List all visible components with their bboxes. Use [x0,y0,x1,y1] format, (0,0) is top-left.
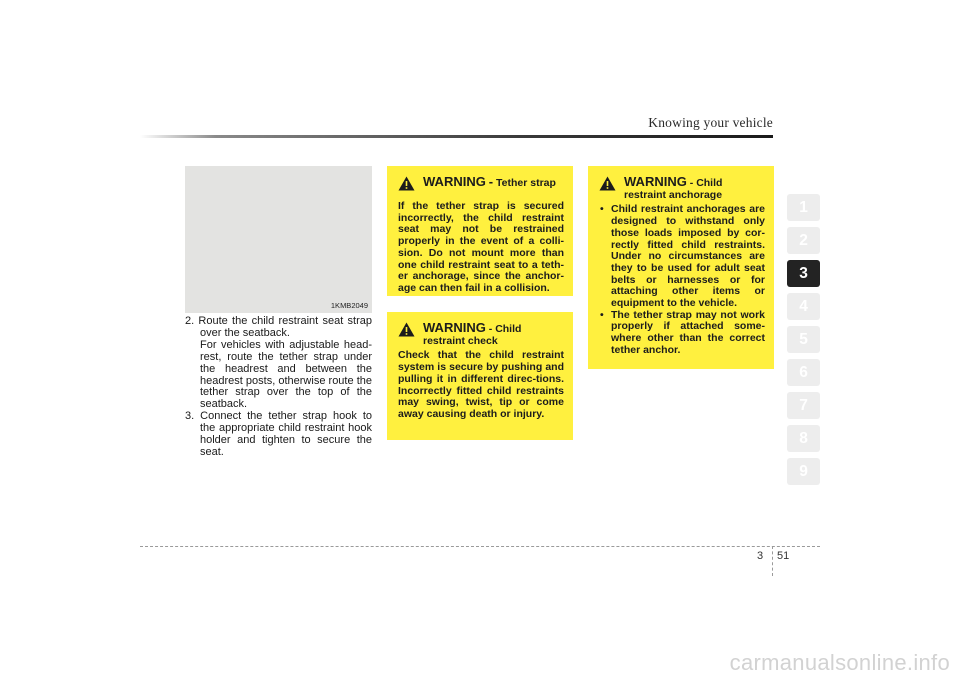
warning-bullet: • Child restraint anchorages are designed to withstand only those loads imposed by cor-rectly fitted child restraints. Under no circumstances are they to be used for adult seat belts or harnesses or for attaching other items or equipment to the vehicle. [599,204,765,309]
chapter-tab-3[interactable]: 3 [787,260,820,287]
figure-code: 1KMB2049 [330,301,368,310]
footer-chapter-number: 3 [757,550,764,562]
warning-topic: Tether strap [496,177,556,189]
section-title: Knowing your vehicle [648,115,773,130]
step-2: 2. Route the child restraint seat strap over the seatback. [185,315,372,339]
warning-bullet: • The tether strap may not work properly if attached some-where other than the correct tether anchor. [599,310,765,357]
chapter-tab-1[interactable]: 1 [787,194,820,221]
warning-topic: Child [495,323,522,335]
warning-body: If the tether strap is secured incorrectly, the child restraint seat may not be restrained properly in the event of a colli-sion. Do not mount more than one child restraint seat to a teth-er anchorage, since the anchor-age can then fail in a collision. [398,200,564,294]
instructions [185,316,372,459]
warning-word: WARNING [624,174,687,189]
warning-header [398,322,564,347]
warning-dash: - [488,323,493,335]
warning-tether-strap [387,166,573,296]
chapter-tab-6[interactable]: 6 [787,359,820,386]
figure-placeholder [185,166,372,313]
warning-triangle-icon [398,322,415,337]
warning-restraint-check [387,312,573,440]
warning-word: WARNING [423,174,486,189]
warning-header [398,176,564,198]
warning-topic-line2: restraint anchorage [624,188,723,201]
warning-restraint-anchorage [588,166,774,369]
watermark: carmanualsonline.info [729,650,950,675]
warning-header [599,176,765,201]
chapter-tab-5[interactable]: 5 [787,326,820,353]
footer-divider [772,546,773,576]
footer-rule [140,546,820,547]
warning-word: WARNING [423,320,486,335]
warning-dash: - [488,174,494,189]
chapter-tab-7[interactable]: 7 [787,392,820,419]
chapter-tab-2[interactable]: 2 [787,227,820,254]
step-3: 3. Connect the tether strap hook to the appropriate child restraint hook holder and tighten to secure the seat. [185,410,372,458]
chapter-tab-8[interactable]: 8 [787,425,820,452]
warning-triangle-icon [599,176,616,191]
header-rule [140,135,773,138]
step-2-note: For vehicles with adjustable head-rest, route the tether strap under the headrest and between the headrest posts, otherwise route the tether strap over the top of the seatback. [200,338,372,411]
warning-topic-line2: restraint check [423,334,498,347]
warning-dash: - [689,177,694,189]
warning-topic: Child [696,177,723,189]
warning-triangle-icon [398,176,415,191]
chapter-tab-4[interactable]: 4 [787,293,820,320]
chapter-tab-9[interactable]: 9 [787,458,820,485]
footer-page-number: 51 [777,550,790,562]
warning-bullet-list [599,204,765,356]
warning-body: Check that the child restraint system is secure by pushing and pulling it in different direc-tions. Incorrectly fitted child restraints may swing, twist, tip or come away causing death or injury. [398,349,564,420]
chapter-tabs [787,194,820,491]
